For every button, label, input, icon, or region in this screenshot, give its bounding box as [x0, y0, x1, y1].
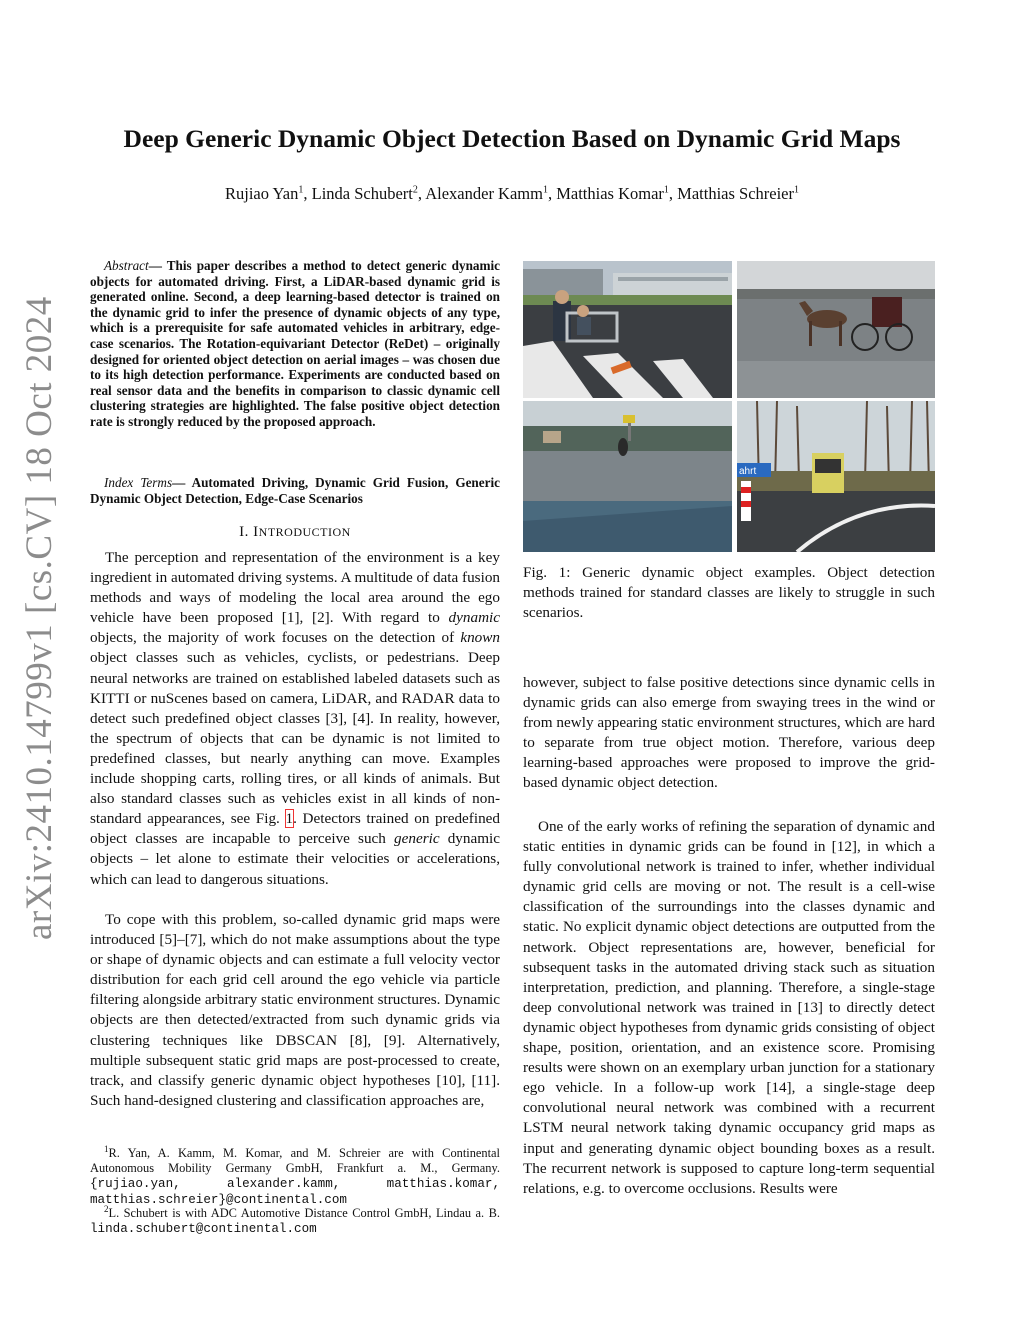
author-affiliation: 1: [663, 184, 669, 196]
arxiv-identifier: arXiv:2410.14799v1 [cs.CV] 18 Oct 2024: [19, 296, 60, 940]
email-address: linda.schubert@continental.com: [90, 1222, 317, 1237]
footnote-2: $^2$L. Schubert is with ADC Automotive Distance Control GmbH, Lindau a. B. linda.schubert@continental.com: [90, 1204, 500, 1237]
abstract-label: Abstract: [104, 258, 149, 273]
right-paragraph-1: however, subject to false positive detections since dynamic cells in dynamic grids can also emerge from swaying trees in the wind or from newly appearing static environment structures, which are hard to separate from true object motion. Therefore, various deep learning-based approaches were proposed to improve the grid-based dynamic object detection.: [523, 674, 935, 792]
figure-1: [523, 261, 935, 552]
figure-1-caption: Fig. 1: Generic dynamic object examples. Object detection methods trained for standard classes are likely to struggle in such scenarios.: [523, 564, 935, 621]
author-name: Linda Schubert: [311, 184, 413, 203]
photo-rolling-tire: [523, 401, 732, 552]
author-name: Matthias Schreier: [677, 184, 794, 203]
photo-garbage-truck-road: [737, 401, 935, 552]
photo-shopping-cart-children: [523, 261, 732, 398]
figure-reference-link[interactable]: 1: [285, 810, 294, 828]
right-paragraph-2: One of the early works of refining the separation of dynamic and static entities in dynamic grids can be found in [12], in which a fully convolutional network is trained to infer, whether individual dynamic grid cells are moving or not. The result is a cell-wise classification of the surroundings into the classes dynamic and static. No explicit dynamic object detections are outputted from the network. Object representations are, however, beneficial for subsequent tasks in the automated driving stack such as situation interpretation, prediction, and planning. Therefore, a single-stage deep convolutional network was trained in [13] to directly detect dynamic object hypotheses from dynamic grids consisting of object shape, position, orientation, and an existence score. Promising results were shown on an exemplary urban junction for a stationary ego vehicle. In a follow-up work [14], a single-stage deep convolutional neural network was combined with a recurrent LSTM neural network taking dynamic occupancy grid maps as input and generating dynamic object bounding boxes as a result. The recurrent network is supposed to capture long-term sequential relations, e.g. to overcome occlusions. Results were: [523, 818, 935, 1197]
email-addresses: {rujiao.yan, alexander.kamm, matthias.komar, matthias.schreier}@continental.com: [90, 1176, 500, 1207]
author-name: Matthias Komar: [556, 184, 664, 203]
index-terms: Index Terms— Automated Driving, Dynamic Grid Fusion, Generic Dynamic Object Detection, Edge-Case Scenarios: [90, 475, 500, 506]
section-heading: I. INTRODUCTION: [239, 524, 351, 540]
author-affiliation: 1: [794, 184, 799, 196]
index-terms-label: Index Terms: [104, 475, 173, 490]
intro-paragraph-2: To cope with this problem, so-called dynamic grid maps were introduced [5]–[7], which do not make assumptions about the type or shape of dynamic objects and can estimate a full velocity vector distribution for each grid cell around the ego vehicle via particle filtering alongside arbitrary static environment structures. Dynamic objects are then detected/extracted from such dynamic grids via clustering techniques like DBSCAN [8], [9]. Alternatively, multiple subsequent static grid maps are post-processed to create, track, and classify generic dynamic object hypotheses [10], [11]. Such hand-designed clustering and classification approaches are,: [90, 911, 500, 1109]
index-terms-text: Automated Driving, Dynamic Grid Fusion, Generic Dynamic Object Detection, Edge-Case Scenarios: [90, 475, 500, 506]
intro-paragraph-1: The perception and representation of the environment is a key ingredient in automated driving systems. A multitude of data fusion methods and ways of modeling the local area around the ego vehicle have been proposed [1], [2]. With regard to dynamic objects, the majority of work focuses on the detection of known object classes such as vehicles, cyclists, or pedestrians. Deep neural networks are trained on established labeled datasets such as KITTI or nuScenes based on camera, LiDAR, and RADAR data to detect such predefined object classes [3], [4]. In reality, however, the spectrum of objects that can be dynamic is not limited to predefined classes, but nearly anything can move. Examples include shopping carts, rolling tires, or all kinds of animals. But also standard classes such as vehicles exist in all kinds of non-standard appearances, see Fig. 1. Detectors trained on predefined object classes are incapable to perceive such generic dynamic objects – let alone to estimate their velocities or accelerations, which can lead to dangerous situations.: [90, 549, 501, 888]
road-sign-text: ahrt: [739, 466, 757, 477]
photo-horse-carriage: [737, 261, 935, 398]
author-name: Rujiao Yan: [225, 184, 299, 203]
author-affiliation: 1: [298, 184, 304, 196]
author-affiliation: 1: [542, 184, 548, 196]
paper-title: Deep Generic Dynamic Object Detection Based on Dynamic Grid Maps: [123, 124, 901, 153]
author-list: Rujiao Yan$^1$, Linda Schubert$^2$, Alexander Kamm$^1$, Matthias Komar$^1$, Matthias Schreier$^1$: [225, 184, 799, 203]
author-affiliation: 2: [412, 184, 418, 196]
author-name: Alexander Kamm: [425, 184, 543, 203]
abstract-text: This paper describes a method to detect generic dynamic objects for automated driving. First, a LiDAR-based dynamic grid is generated online. Second, a deep learning-based detector is trained on the dynamic grid to infer the presence of dynamic objects of any type, which is a prerequisite for safe automated vehicles in arbitrary, edge-case scenarios. The Rotation-equivariant Detector (ReDet) – originally designed for oriented object detection on aerial images – was chosen due to its high detection performance. Experiments are conducted based on real sensor data and the benefits in comparison to classic dynamic cell clustering strategies are highlighted. The false positive object detection rate is strongly reduced by the proposed approach.: [90, 258, 500, 429]
footnote-1: $^1$R. Yan, A. Kamm, M. Komar, and M. Schreier are with Continental Autonomous Mobility Germany GmbH, Frankfurt a. M., Germany. {rujiao.yan, alexander.kamm, matthias.komar, matthias.schreier}@continental.com: [90, 1144, 500, 1207]
abstract: Abstract— This paper describes a method to detect generic dynamic objects for automated driving. First, a LiDAR-based dynamic grid is generated online. Second, a deep learning-based detector is trained on the dynamic grid to infer the presence of dynamic objects of any type, which is a prerequisite for safe automated vehicles in arbitrary, edge-case scenarios. The Rotation-equivariant Detector (ReDet) – originally designed for oriented object detection on aerial images – was chosen due to its high detection performance. Experiments are conducted based on real sensor data and the benefits in comparison to classic dynamic cell clustering strategies are highlighted. The false positive object detection rate is strongly reduced by the proposed approach.: [90, 258, 500, 429]
